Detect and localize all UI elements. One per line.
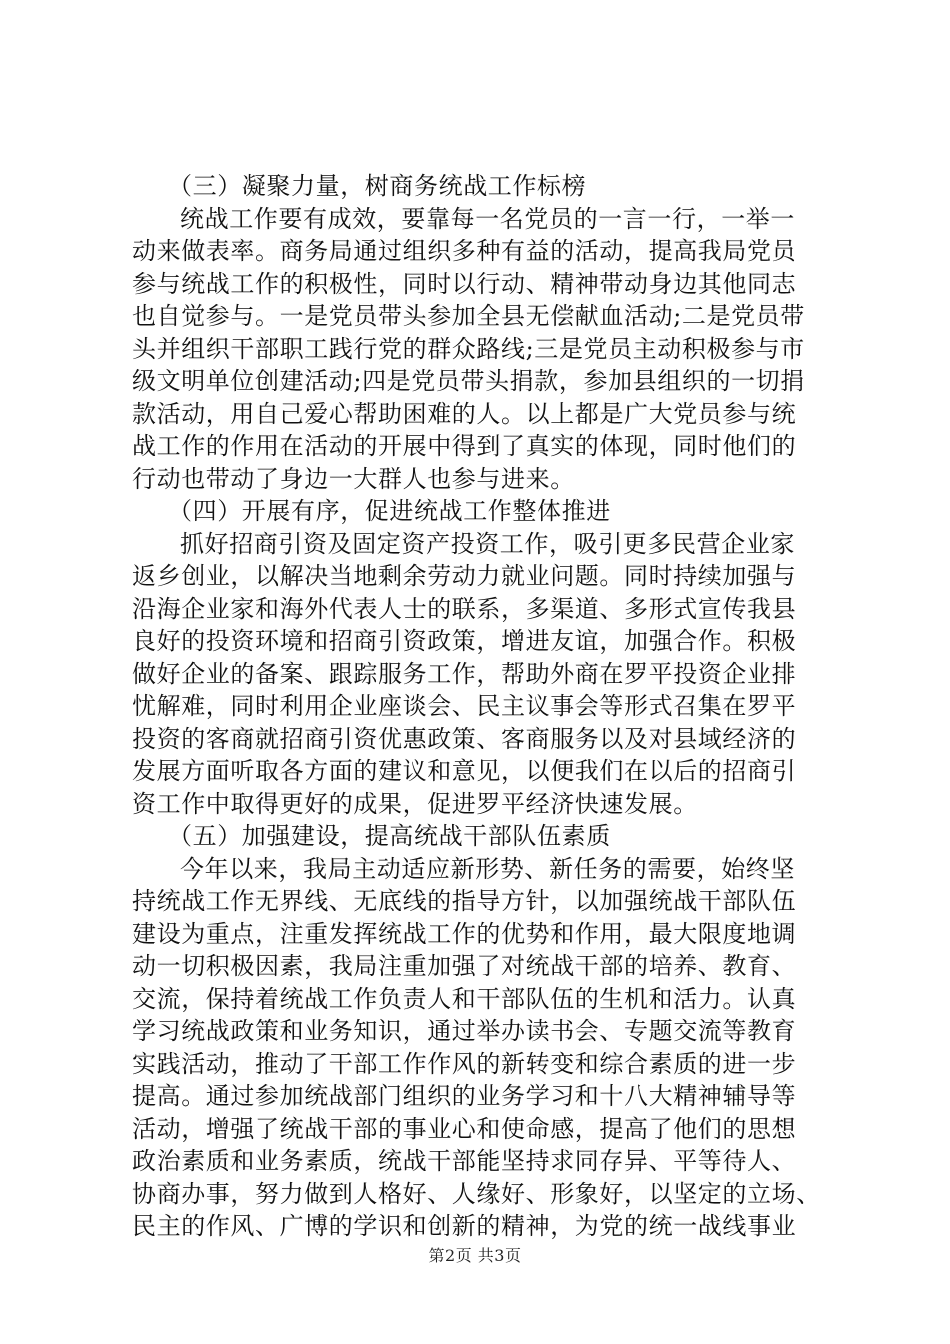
body-text-line: 今年以来，我局主动适应新形势、新任务的需要，始终坚 [180,854,795,883]
document-body [132,170,832,1243]
body-text-line: 头并组织干部职工践行党的群众路线;三是党员主动积极参与市 [132,334,805,363]
body-text-line: 级文明单位创建活动;四是党员带头捐款，参加县组织的一切捐 [132,367,805,395]
body-text-line: 行动也带动了身边一大群人也参与进来。 [132,464,575,493]
body-text-line: 活动，增强了统战干部的事业心和使命感，提高了他们的思想 [132,1114,797,1143]
body-text-line: 提高。通过参加统战部门组织的业务学习和十八大精神辅导等 [132,1082,797,1110]
body-text-line: 统战工作要有成效，要靠每一名党员的一言一行，一举一 [180,204,795,233]
section-heading: （四）开展有序，促进统战工作整体推进 [168,497,611,525]
body-text-line: 做好企业的备案、跟踪服务工作，帮助外商在罗平投资企业排 [132,659,797,688]
body-text-line: 战工作的作用在活动的开展中得到了真实的体现，同时他们的 [132,432,797,460]
body-text-line: 动来做表率。商务局通过组织多种有益的活动，提高我局党员 [132,237,797,265]
body-text-line: 返乡创业，以解决当地剩余劳动力就业问题。同时持续加强与 [132,562,797,590]
body-text-line: 参与统战工作的积极性，同时以行动、精神带动身边其他同志 [132,269,797,298]
body-text-line: 建设为重点，注重发挥统战工作的优势和作用，最大限度地调 [132,919,797,948]
body-text-line: 持统战工作无界线、无底线的指导方针，以加强统战干部队伍 [132,887,797,915]
body-text-line: 沿海企业家和海外代表人士的联系，多渠道、多形式宣传我县 [132,594,797,623]
body-text-line: 忧解难，同时利用企业座谈会、民主议事会等形式召集在罗平 [132,692,797,720]
body-text-line: 政治素质和业务素质，统战干部能坚持求同存异、平等待人、 [132,1147,797,1175]
body-text-line: 抓好招商引资及固定资产投资工作，吸引更多民营企业家 [180,529,795,558]
page-footer: 第2页 共3页 [428,1246,522,1265]
body-text-line: 发展方面听取各方面的建议和意见，以便我们在以后的招商引 [132,757,797,785]
section-heading: （五）加强建设，提高统战干部队伍素质 [168,822,611,850]
section-heading: （三）凝聚力量，树商务统战工作标榜 [168,172,587,200]
body-text-line: 协商办事，努力做到人格好、人缘好、形象好，以坚定的立场、 [132,1179,821,1208]
body-text-line: 投资的客商就招商引资优惠政策、客商服务以及对县域经济的 [132,724,797,753]
body-text-line: 实践活动，推动了干部工作作风的新转变和综合素质的进一步 [132,1049,797,1078]
body-text-line: 交流，保持着统战工作负责人和干部队伍的生机和活力。认真 [132,984,797,1013]
body-text-line: 学习统战政策和业务知识，通过举办读书会、专题交流等教育 [132,1017,797,1045]
body-text-line: 款活动，用自己爱心帮助困难的人。以上都是广大党员参与统 [132,399,797,428]
body-text-line: 资工作中取得更好的成果，促进罗平经济快速发展。 [132,789,698,818]
body-text-line: 良好的投资环境和招商引资政策，增进友谊，加强合作。积极 [132,627,797,655]
body-text-line: 动一切积极因素，我局注重加强了对统战干部的培养、教育、 [132,952,797,980]
body-text-line: 也自觉参与。一是党员带头参加全县无偿献血活动;二是党员带 [132,302,805,330]
body-text-line: 民主的作风、广博的学识和创新的精神，为党的统一战线事业 [132,1212,797,1240]
